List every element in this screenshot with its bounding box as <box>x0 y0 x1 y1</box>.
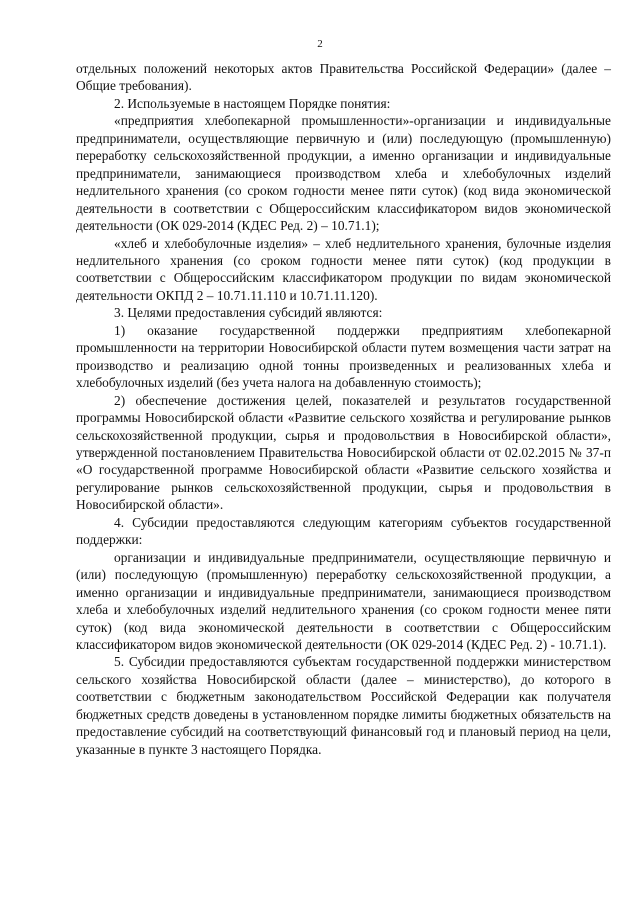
paragraph-continuation: отдельных положений некоторых актов Правительства Российской Федерации» (далее – Общие требования). <box>76 61 611 94</box>
paragraph-3-item-2: 2) обеспечение достижения целей, показателей и результатов государственной программы Новосибирской области «Развитие сельского хозяйства и регулирование рынков сельскохозяйственной продукции, сырья и продовольствия в Новосибирской области», утвержденной постановлением Правительства Новосибирской области от 02.02.2015 № 37-п «О государственной программе Новосибирской области «Развитие сельского хозяйства и регулирование рынков сельскохозяйственной продукции, сырья и продовольствия в Новосибирской области». <box>76 392 611 513</box>
paragraph-3-item-1: 1) оказание государственной поддержки предприятиям хлебопекарной промышленности на территории Новосибирской области путем возмещения части затрат на производство и реализацию одной тонны произведенных и реализованных хлеба и хлебобулочных изделий (без учета налога на добавленную стоимость); <box>76 322 611 391</box>
paragraph-2-heading: 2. Используемые в настоящем Порядке понятия: <box>114 95 391 111</box>
paragraph-3-heading: 3. Целями предоставления субсидий являются: <box>114 305 383 321</box>
paragraph-5: 5. Субсидии предоставляются субъектам государственной поддержки министерством сельского хозяйства Новосибирской области (далее – министерство), до которого в соответствии с бюджетным законодательством Российской Федерации как получателя бюджетных средств доведены в установленном порядке лимиты бюджетных обязательств на предоставление субсидий на соответствующий финансовый год и плановый период на цели, указанные в пункте 3 настоящего Порядка. <box>76 654 611 757</box>
paragraph-4-body: организации и индивидуальные предприниматели, осуществляющие первичную и (или) последующую (промышленную) переработку сельскохозяйственной продукции, а именно организации и индивидуальные предприниматели, занимающиеся производством хлеба и хлебобулочных изделий недлительного хранения (со сроком годности менее пяти суток) (код вида экономической деятельности в соответствии с Общероссийским классификатором видов экономической деятельности (ОК 029-2014 (КДЕС Ред. 2) - 10.71.1). <box>76 549 611 652</box>
paragraph-2-definition-bread: «хлеб и хлебобулочные изделия» – хлеб недлительного хранения, булочные изделия недлительного хранения (со сроком годности менее пяти суток) (код продукции в соответствии с Общероссийским классификатором продукции по видам экономической деятельности ОКПД 2 – 10.71.11.110 и 10.71.11.120). <box>76 235 611 303</box>
paragraph-4-heading: 4. Субсидии предоставляются следующим категориям субъектов государственной поддержки: <box>76 514 611 548</box>
paragraph-2-definition-enterprises: «предприятия хлебопекарной промышленности»-организации и индивидуальные предприниматели, осуществляющие первичную и (или) последующую (промышленную) переработку сельскохозяйственной продукции, а именно организации и индивидуальные предприниматели, занимающиеся производством хлеба и хлебобулочных изделий недлительного хранения (со сроком годности менее пяти суток) (код вида экономической деятельности в соответствии с Общероссийским классификатором видов экономической деятельности (ОК 029-2014 (КДЕС Ред. 2) – 10.71.1); <box>76 113 611 234</box>
document-body <box>76 60 611 758</box>
page-number: 2 <box>317 38 323 50</box>
